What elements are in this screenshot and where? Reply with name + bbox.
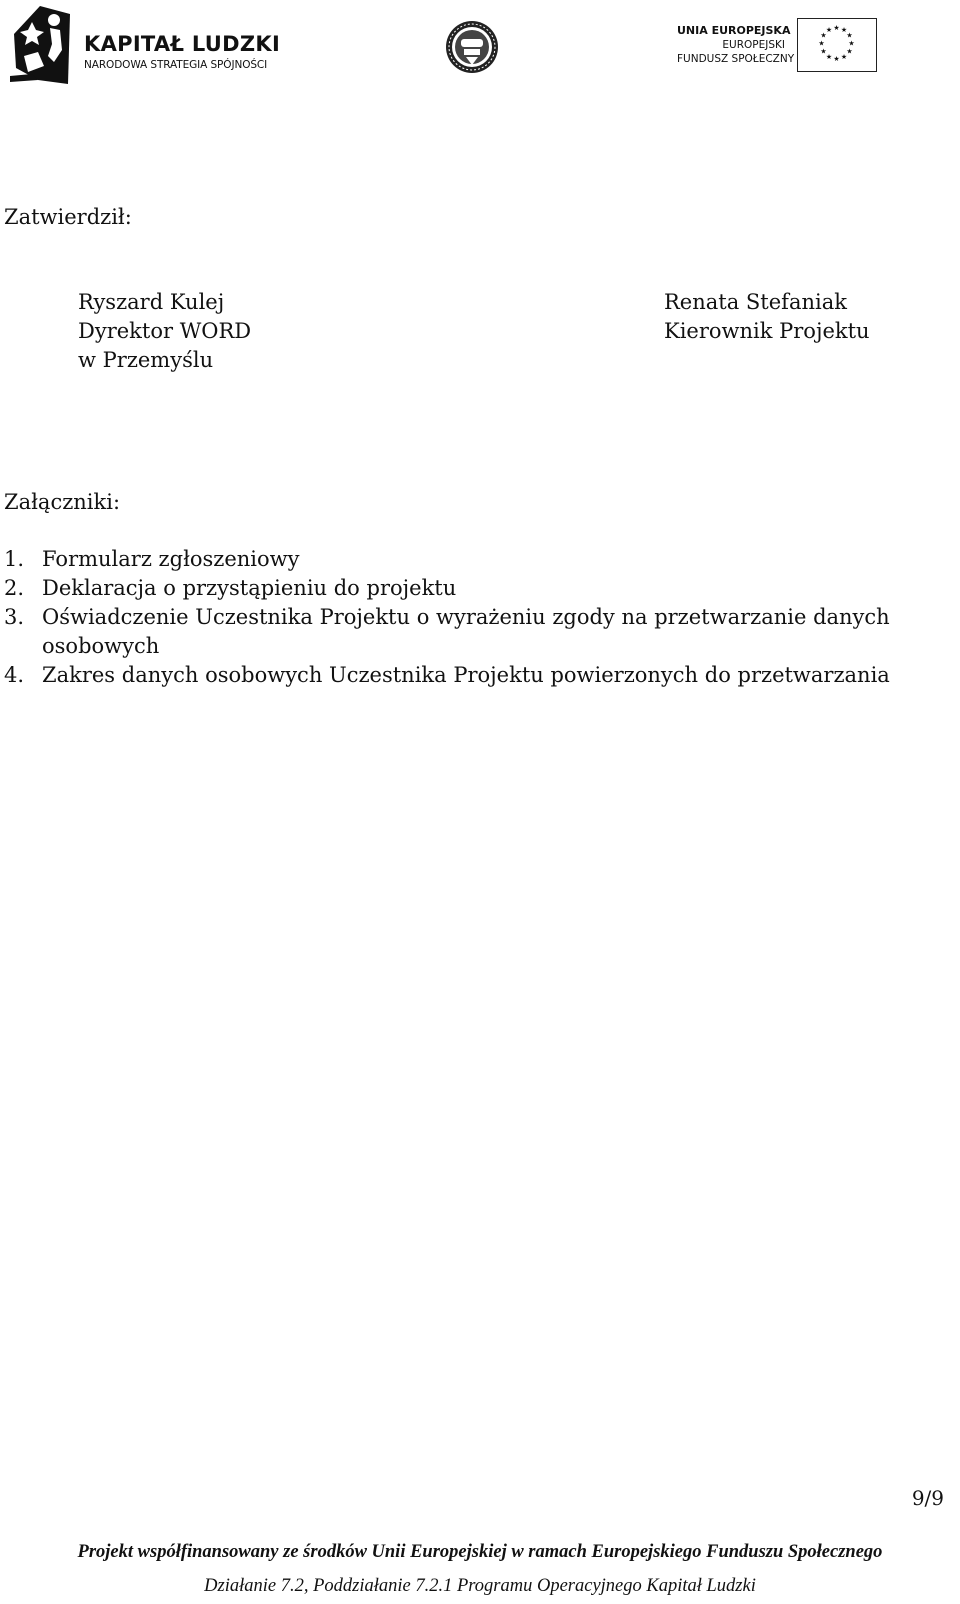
approved-by-label: Zatwierdził: [4, 205, 132, 229]
svg-text:★: ★ [833, 55, 840, 63]
page-number: 9/9 [911, 1486, 944, 1510]
list-item-text: Oświadczenie Uczestnika Projektu o wyrażeniu zgody na przetwarzanie danych [42, 605, 890, 629]
svg-text:★: ★ [846, 47, 853, 56]
list-item-text: Zakres danych osobowych Uczestnika Projektu powierzonych do przetwarzania [42, 663, 890, 687]
svg-text:★: ★ [825, 53, 833, 61]
list-item-number: 2. [4, 576, 25, 600]
eu-flag-icon [797, 18, 877, 72]
svg-text:★: ★ [846, 31, 853, 40]
list-item-number: 4. [4, 663, 25, 687]
left-signatory [78, 288, 251, 375]
svg-text:★: ★ [820, 47, 827, 56]
footer-program-line: Działanie 7.2, Poddziałanie 7.2.1 Programu Operacyjnego Kapitał Ludzki [204, 1576, 756, 1596]
right-signatory-title: Kierownik Projektu [664, 319, 870, 343]
list-item [4, 574, 890, 603]
list-item-text: Deklaracja o przystąpieniu do projektu [42, 576, 457, 600]
kapital-ludzki-subtitle: NARODOWA STRATEGIA SPÓJNOŚCI [84, 59, 268, 71]
attachments-heading: Załączniki: [4, 490, 121, 514]
list-item [4, 545, 890, 574]
word-przemysl-seal [444, 19, 500, 75]
list-item-text: Formularz zgłoszeniowy [42, 547, 300, 571]
svg-text:★: ★ [820, 31, 827, 40]
kapital-ludzki-title: KAPITAŁ LUDZKI [84, 32, 281, 56]
svg-text:★: ★ [818, 39, 825, 48]
left-signatory-name: Ryszard Kulej [78, 290, 225, 314]
right-signatory-name: Renata Stefaniak [664, 290, 847, 314]
list-item [4, 603, 890, 661]
svg-text:★: ★ [840, 53, 848, 61]
seal-emblem-icon [444, 19, 500, 75]
ue-line-1: UNIA EUROPEJSKA [677, 24, 791, 37]
svg-text:★: ★ [825, 26, 833, 34]
ue-line-3: FUNDUSZ SPOŁECZNY [677, 53, 795, 65]
attachments-list [4, 545, 890, 690]
list-item-number: 3. [4, 605, 25, 629]
svg-text:★: ★ [848, 39, 855, 48]
list-item [4, 661, 890, 690]
kapital-ludzki-emblem-icon [10, 4, 74, 88]
right-signatory [664, 288, 870, 346]
list-item-text-continued: osobowych [42, 634, 160, 658]
ue-line-2: EUROPEJSKI [722, 39, 785, 51]
svg-text:★: ★ [840, 26, 848, 34]
left-signatory-title: Dyrektor WORD [78, 319, 252, 343]
svg-text:★: ★ [833, 24, 840, 32]
kapital-ludzki-logo [10, 4, 281, 88]
unia-europejska-logo [677, 18, 880, 74]
list-item-number: 1. [4, 547, 25, 571]
left-signatory-location: w Przemyślu [78, 348, 214, 372]
footer-funding-line: Projekt współfinansowany ze środków Unii Europejskiej w ramach Europejskiego Funduszu Społecznego [77, 1542, 883, 1562]
